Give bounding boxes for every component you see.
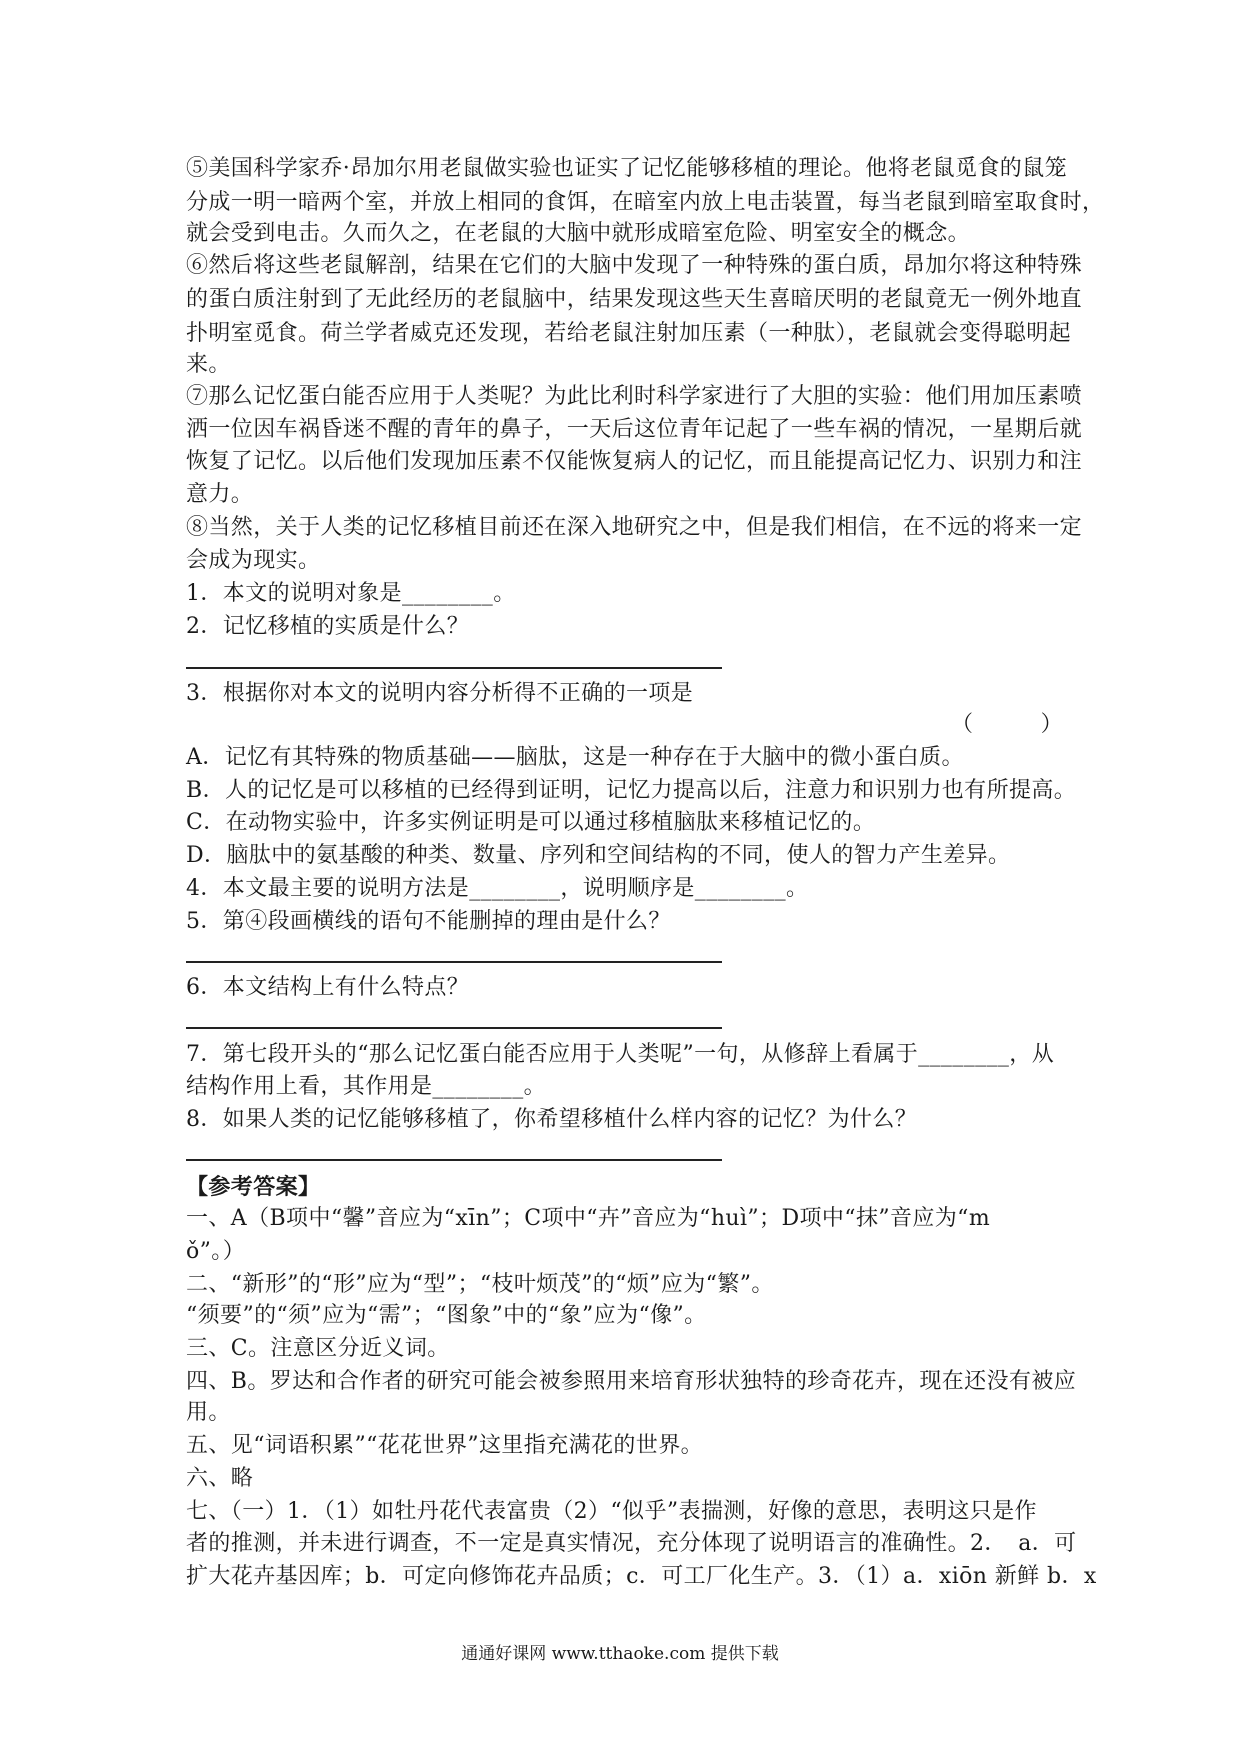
answer-line: 四、B。罗达和合作者的研究可能会被参照用来培育形状独特的珍奇花卉，现在还没有被应	[186, 1369, 1077, 1394]
page-footer: 通通好课网 www.tthaoke.com 提供下载	[461, 1644, 779, 1664]
passage-line: ⑥然后将这些老鼠解剖，结果在它们的大脑中发现了一种特殊的蛋白质，昂加尔将这种特殊	[186, 253, 1083, 278]
passage-line: 会成为现实。	[186, 548, 321, 573]
passage-line: 恢复了记忆。以后他们发现加压素不仅能恢复病人的记忆，而且能提高记忆力、识别力和注	[186, 449, 1083, 474]
answer-line: 五、见“词语积累”“花花世界”这里指充满花的世界。	[186, 1433, 703, 1458]
question-7: 7．第七段开头的“那么记忆蛋白能否应用于人类呢”一句，从修辞上看属于________，从	[186, 1042, 1055, 1067]
answer-writing-line	[186, 1027, 722, 1029]
option-c: C．在动物实验中，许多实例证明是可以通过移植脑肽来移植记忆的。	[186, 810, 876, 835]
answer-line: ǒ”。）	[186, 1239, 246, 1264]
option-b: B．人的记忆是可以移植的已经得到证明，记忆力提高以后，注意力和识别力也有所提高。	[186, 778, 1077, 803]
passage-line: ⑧当然，关于人类的记忆移植目前还在深入地研究之中，但是我们相信，在不远的将来一定	[186, 515, 1083, 540]
question-4: 4．本文最主要的说明方法是________，说明顺序是________。	[186, 876, 809, 901]
answer-writing-line	[186, 961, 722, 963]
question-2: 2．记忆移植的实质是什么？	[186, 614, 470, 639]
passage-line: 扑明室觅食。荷兰学者威克还发现，若给老鼠注射加压素（一种肽），老鼠就会变得聪明起	[186, 321, 1072, 346]
answer-line: 扩大花卉基因库；b．可定向修饰花卉品质；c．可工厂化生产。3．（1）a．xiōn 新鲜 b．x	[186, 1564, 1097, 1589]
answer-line: 用。	[186, 1400, 231, 1425]
passage-line: 洒一位因车祸昏迷不醒的青年的鼻子，一天后这位青年记起了一些车祸的情况，一星期后就	[186, 417, 1083, 442]
answer-parentheses: （ ）	[951, 712, 1064, 737]
answer-line: 七、（一）1．（1）如牡丹花代表富贵（2）“似乎”表揣测，好像的意思，表明这只是作	[186, 1499, 1037, 1524]
passage-line: 的蛋白质注射到了无此经历的老鼠脑中，结果发现这些天生喜暗厌明的老鼠竟无一例外地直	[186, 287, 1083, 312]
question-7: 结构作用上看，其作用是________。	[186, 1074, 547, 1099]
answer-line: 者的推测，并未进行调查，不一定是真实情况，充分体现了说明语言的准确性。2． a．可	[186, 1531, 1077, 1556]
passage-line: 分成一明一暗两个室，并放上相同的食饵，在暗室内放上电击装置，每当老鼠到暗室取食时，	[186, 190, 1105, 215]
answer-line: “须要”的“须”应为“需”；“图象”中的“象”应为“像”。	[186, 1303, 707, 1328]
passage-line: 来。	[186, 352, 231, 377]
question-5: 5．第④段画横线的语句不能删掉的理由是什么？	[186, 909, 671, 934]
answers-heading: 【参考答案】	[186, 1174, 321, 1200]
answer-line: 六、略	[186, 1466, 254, 1491]
passage-line: ⑦那么记忆蛋白能否应用于人类呢？为此比利时科学家进行了大胆的实验：他们用加压素喷	[186, 384, 1083, 409]
answer-writing-line	[186, 667, 722, 669]
question-1: 1．本文的说明对象是________。	[186, 581, 516, 606]
answer-line: 二、“新形”的“形”应为“型”；“枝叶烦茂”的“烦”应为“繁”。	[186, 1272, 774, 1297]
option-d: D．脑肽中的氨基酸的种类、数量、序列和空间结构的不同，使人的智力产生差异。	[186, 843, 1011, 868]
passage-line: ⑤美国科学家乔·昂加尔用老鼠做实验也证实了记忆能够移植的理论。他将老鼠觅食的鼠笼	[186, 156, 1067, 181]
passage-line: 意力。	[186, 482, 254, 507]
question-3: 3．根据你对本文的说明内容分析得不正确的一项是	[186, 681, 694, 706]
question-8: 8．如果人类的记忆能够移植了，你希望移植什么样内容的记忆？为什么？	[186, 1107, 918, 1132]
answer-line: 一、A（B项中“馨”音应为“xīn”；C项中“卉”音应为“huì”；D项中“抹”音应为“m	[186, 1206, 991, 1231]
question-6: 6．本文结构上有什么特点？	[186, 975, 470, 1000]
passage-line: 就会受到电击。久而久之，在老鼠的大脑中就形成暗室危险、明室安全的概念。	[186, 221, 971, 246]
answer-line: 三、C。注意区分近义词。	[186, 1336, 450, 1361]
option-a: A．记忆有其特殊的物质基础——脑肽，这是一种存在于大脑中的微小蛋白质。	[186, 745, 964, 770]
answer-writing-line	[186, 1159, 722, 1161]
